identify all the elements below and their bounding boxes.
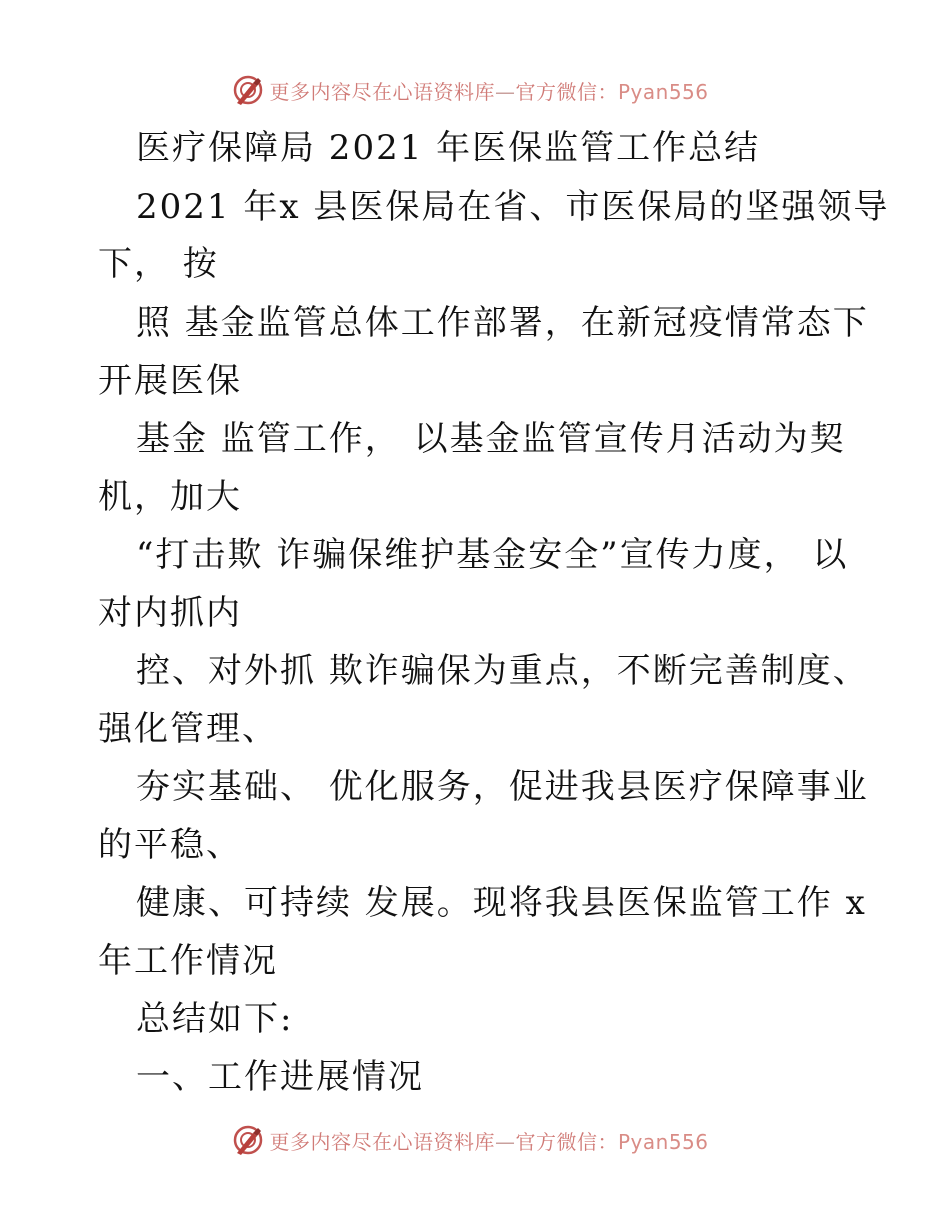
paragraph-line: 下， 按 <box>98 244 219 284</box>
paragraph-line: 基金 监管工作， 以基金监管宣传月活动为契 <box>136 419 846 459</box>
watermark-footer <box>0 1120 950 1160</box>
watermark-handle: Pyan556 <box>617 79 709 104</box>
watermark-content <box>231 1123 708 1157</box>
section-heading: 一、工作进展情况 <box>136 1057 424 1097</box>
watermark-text <box>269 1126 708 1155</box>
watermark-main: 更多内容尽在心语资料库 <box>269 79 495 104</box>
paragraph-line: 机，加大 <box>98 477 242 517</box>
paragraph-line: 开展医保 <box>98 361 242 401</box>
paragraph-line: 总结如下: <box>136 999 294 1039</box>
watermark-suffix: 官方微信： <box>515 1129 618 1154</box>
paragraph-line: “打击欺 诈骗保维护基金安全”宣传力度， 以 <box>136 535 849 575</box>
watermark-content <box>231 73 708 107</box>
paragraph-line: 健康、可持续 发展。现将我县医保监管工作 x <box>136 883 867 923</box>
paragraph-line: 对内抓内 <box>98 593 242 633</box>
watermark-handle: Pyan556 <box>617 1129 709 1154</box>
document-title: 医疗保障局 2021 年医保监管工作总结 <box>136 128 761 168</box>
paragraph-line: 控、对外抓 欺诈骗保为重点，不断完善制度、 <box>136 651 869 691</box>
watermark-main: 更多内容尽在心语资料库 <box>269 1129 495 1154</box>
watermark-dash: — <box>494 1129 516 1154</box>
watermark-text <box>269 76 708 105</box>
paragraph-line: 强化管理、 <box>98 709 278 749</box>
pen-logo-icon <box>231 73 265 107</box>
paragraph-line: 2021 年x 县医保局在省、市医保局的坚强领导 <box>136 187 890 227</box>
paragraph-line: 夯实基础、 优化服务，促进我县医疗保障事业 <box>136 767 869 807</box>
paragraph-line: 的平稳、 <box>98 825 242 865</box>
pen-logo-icon <box>231 1123 265 1157</box>
watermark-header <box>0 70 950 110</box>
paragraph-line: 年工作情况 <box>98 941 278 981</box>
watermark-suffix: 官方微信： <box>515 79 618 104</box>
watermark-dash: — <box>494 79 516 104</box>
paragraph-line: 照 基金监管总体工作部署，在新冠疫情常态下 <box>136 303 869 343</box>
